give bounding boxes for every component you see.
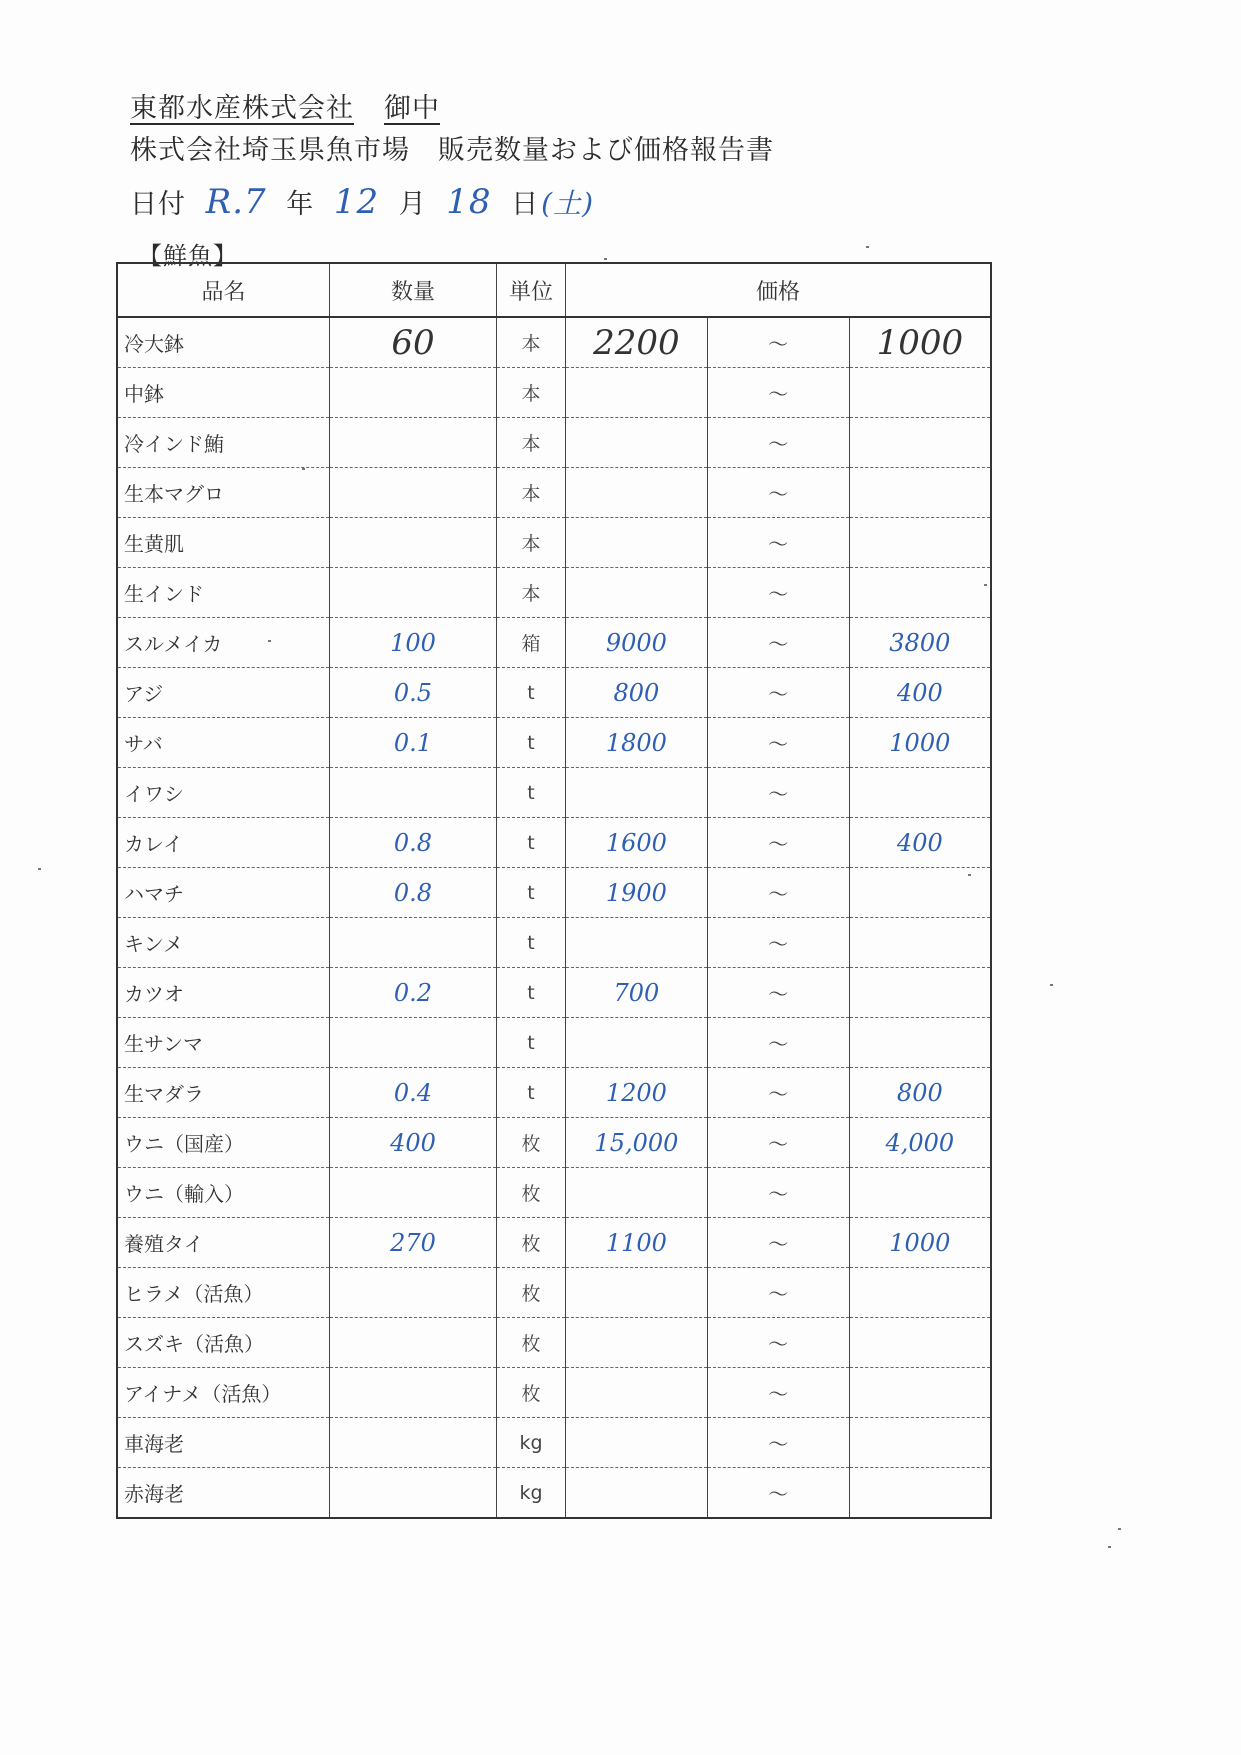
price-high-cell — [849, 368, 991, 418]
price-high-cell — [849, 1418, 991, 1468]
quantity-cell — [330, 1118, 497, 1168]
item-name-cell: スルメイカ — [117, 618, 330, 668]
date-era-year: R.7 — [205, 182, 267, 222]
table-row — [117, 468, 991, 518]
sales-report-table — [116, 262, 992, 1519]
handwritten-value: 1000 — [889, 728, 951, 757]
handwritten-value: 800 — [896, 1078, 943, 1107]
range-mark-cell: ～ — [707, 768, 849, 818]
header-unit: 単位 — [497, 263, 566, 317]
item-name-cell: 車海老 — [117, 1418, 330, 1468]
item-name-cell: ヒラメ（活魚） — [117, 1268, 330, 1318]
scan-speck — [302, 468, 305, 470]
item-name-cell: サバ — [117, 718, 330, 768]
price-low-cell — [566, 1368, 708, 1418]
addressee-company: 東都水産株式会社 — [130, 93, 354, 124]
item-name-cell: キンメ — [117, 918, 330, 968]
price-high-cell — [849, 1318, 991, 1368]
scan-speck — [1050, 984, 1053, 986]
quantity-cell — [330, 768, 497, 818]
price-high-cell — [849, 1468, 991, 1519]
unit-cell: 枚 — [497, 1318, 566, 1368]
date-day: 18 — [446, 182, 492, 222]
price-low-cell — [566, 1168, 708, 1218]
range-mark-cell: ～ — [707, 918, 849, 968]
price-low-cell — [566, 368, 708, 418]
date-label: 日付 — [130, 189, 186, 220]
quantity-cell — [330, 1368, 497, 1418]
unit-cell: 枚 — [497, 1268, 566, 1318]
range-mark-cell: ～ — [707, 1318, 849, 1368]
unit-cell: 本 — [497, 468, 566, 518]
handwritten-value: 0.1 — [393, 728, 433, 757]
quantity-cell — [330, 868, 497, 918]
price-high-cell — [849, 1368, 991, 1418]
price-high-cell — [849, 1018, 991, 1068]
scan-speck — [984, 584, 987, 586]
price-high-cell — [849, 1068, 991, 1118]
item-name-cell: 養殖タイ — [117, 1218, 330, 1268]
price-high-cell — [849, 968, 991, 1018]
handwritten-value: 270 — [390, 1228, 436, 1257]
table-row — [117, 768, 991, 818]
item-name-cell: アイナメ（活魚） — [117, 1368, 330, 1418]
range-mark-cell: ～ — [707, 718, 849, 768]
quantity-cell — [330, 317, 497, 368]
handwritten-value: 2200 — [593, 322, 680, 363]
range-mark-cell: ～ — [707, 418, 849, 468]
quantity-cell — [330, 1418, 497, 1468]
handwritten-value: 4,000 — [885, 1128, 955, 1157]
item-name-cell: アジ — [117, 668, 330, 718]
price-low-cell — [566, 1118, 708, 1168]
handwritten-value: 15,000 — [594, 1128, 679, 1157]
range-mark-cell: ～ — [707, 1218, 849, 1268]
price-low-cell — [566, 317, 708, 368]
unit-cell: t — [497, 768, 566, 818]
unit-cell: 枚 — [497, 1368, 566, 1418]
range-mark-cell: ～ — [707, 618, 849, 668]
range-mark-cell: ～ — [707, 568, 849, 618]
price-high-cell — [849, 518, 991, 568]
price-high-cell — [849, 1218, 991, 1268]
range-mark-cell: ～ — [707, 1368, 849, 1418]
handwritten-value: 1100 — [605, 1228, 667, 1257]
item-name-cell: 生黄肌 — [117, 518, 330, 568]
item-name-cell: 中鉢 — [117, 368, 330, 418]
unit-cell: t — [497, 1018, 566, 1068]
table-row — [117, 418, 991, 468]
table-row — [117, 317, 991, 368]
item-name-cell: 冷大鉢 — [117, 317, 330, 368]
table-row — [117, 1418, 991, 1468]
header-item-name: 品名 — [117, 263, 330, 317]
item-name-cell: ウニ（輸入） — [117, 1168, 330, 1218]
item-name-cell: 生インド — [117, 568, 330, 618]
unit-cell: t — [497, 818, 566, 868]
table-row — [117, 618, 991, 668]
price-low-cell — [566, 568, 708, 618]
price-low-cell — [566, 818, 708, 868]
handwritten-value: 400 — [896, 678, 943, 707]
date-row — [130, 182, 604, 222]
handwritten-value: 800 — [613, 678, 660, 707]
handwritten-value: 1000 — [889, 1228, 951, 1257]
price-high-cell — [849, 1168, 991, 1218]
quantity-cell — [330, 1018, 497, 1068]
table-header-row — [117, 263, 991, 317]
quantity-cell — [330, 968, 497, 1018]
range-mark-cell: ～ — [707, 968, 849, 1018]
range-mark-cell: ～ — [707, 868, 849, 918]
handwritten-value: 400 — [390, 1128, 436, 1157]
quantity-cell — [330, 818, 497, 868]
handwritten-value: 700 — [613, 978, 660, 1007]
scan-speck — [1108, 1546, 1111, 1548]
unit-cell: t — [497, 968, 566, 1018]
scan-speck — [968, 874, 971, 876]
range-mark-cell: ～ — [707, 1268, 849, 1318]
header-price: 価格 — [566, 263, 992, 317]
handwritten-value: 400 — [896, 828, 943, 857]
price-low-cell — [566, 1418, 708, 1468]
item-name-cell: 生サンマ — [117, 1018, 330, 1068]
table-row — [117, 1218, 991, 1268]
table-row — [117, 868, 991, 918]
range-mark-cell: ～ — [707, 1018, 849, 1068]
table-row — [117, 1118, 991, 1168]
table-row — [117, 968, 991, 1018]
quantity-cell — [330, 468, 497, 518]
handwritten-value: 1600 — [605, 828, 667, 857]
quantity-cell — [330, 418, 497, 468]
table-row — [117, 1018, 991, 1068]
handwritten-value: 0.2 — [393, 978, 433, 1007]
range-mark-cell: ～ — [707, 818, 849, 868]
table-row — [117, 718, 991, 768]
quantity-cell — [330, 368, 497, 418]
range-mark-cell: ～ — [707, 1468, 849, 1519]
addressee-honorific: 御中 — [384, 93, 440, 124]
scan-speck — [38, 868, 41, 870]
quantity-cell — [330, 1318, 497, 1368]
handwritten-value: 9000 — [605, 628, 667, 657]
price-high-cell — [849, 418, 991, 468]
price-high-cell — [849, 918, 991, 968]
quantity-cell — [330, 1218, 497, 1268]
quantity-cell — [330, 618, 497, 668]
price-high-cell — [849, 568, 991, 618]
scan-speck — [866, 246, 869, 248]
date-weekday: (土) — [541, 187, 594, 220]
item-name-cell: ハマチ — [117, 868, 330, 918]
unit-cell: t — [497, 1068, 566, 1118]
scan-speck — [604, 258, 607, 260]
price-low-cell — [566, 518, 708, 568]
unit-cell: 本 — [497, 568, 566, 618]
handwritten-value: 0.4 — [393, 1078, 433, 1107]
range-mark-cell: ～ — [707, 1068, 849, 1118]
quantity-cell — [330, 1468, 497, 1519]
range-mark-cell: ～ — [707, 468, 849, 518]
range-mark-cell: ～ — [707, 368, 849, 418]
unit-cell: 枚 — [497, 1218, 566, 1268]
table-row — [117, 818, 991, 868]
header-quantity: 数量 — [330, 263, 497, 317]
price-high-cell — [849, 1268, 991, 1318]
table-row — [117, 1168, 991, 1218]
unit-cell: 枚 — [497, 1118, 566, 1168]
unit-cell: t — [497, 718, 566, 768]
unit-cell: 本 — [497, 418, 566, 468]
table-row — [117, 568, 991, 618]
price-high-cell — [849, 317, 991, 368]
handwritten-value: 0.8 — [393, 828, 433, 857]
item-name-cell: カツオ — [117, 968, 330, 1018]
item-name-cell: 生本マグロ — [117, 468, 330, 518]
day-label: 日 — [511, 189, 540, 220]
price-high-cell — [849, 818, 991, 868]
table-row — [117, 368, 991, 418]
quantity-cell — [330, 718, 497, 768]
price-low-cell — [566, 768, 708, 818]
report-title: 販売数量および価格報告書 — [438, 135, 774, 166]
item-name-cell: 冷インド鮪 — [117, 418, 330, 468]
unit-cell: 枚 — [497, 1168, 566, 1218]
quantity-cell — [330, 668, 497, 718]
unit-cell: 箱 — [497, 618, 566, 668]
unit-cell: 本 — [497, 317, 566, 368]
price-low-cell — [566, 868, 708, 918]
range-mark-cell: ～ — [707, 518, 849, 568]
range-mark-cell: ～ — [707, 1118, 849, 1168]
price-low-cell — [566, 968, 708, 1018]
handwritten-value: 1800 — [605, 728, 667, 757]
range-mark-cell: ～ — [707, 1418, 849, 1468]
unit-cell: kg — [497, 1468, 566, 1519]
item-name-cell: イワシ — [117, 768, 330, 818]
price-high-cell — [849, 618, 991, 668]
scan-speck — [268, 640, 271, 642]
addressee-line — [130, 86, 440, 125]
price-low-cell — [566, 418, 708, 468]
quantity-cell — [330, 1268, 497, 1318]
item-name-cell: 生マダラ — [117, 1068, 330, 1118]
table-row — [117, 1068, 991, 1118]
range-mark-cell: ～ — [707, 668, 849, 718]
month-label: 月 — [398, 189, 427, 220]
price-low-cell — [566, 1318, 708, 1368]
price-low-cell — [566, 618, 708, 668]
table-row — [117, 1368, 991, 1418]
handwritten-value: 1900 — [605, 878, 667, 907]
table-row — [117, 1468, 991, 1519]
handwritten-value: 1000 — [876, 322, 964, 363]
price-low-cell — [566, 1218, 708, 1268]
price-low-cell — [566, 1268, 708, 1318]
quantity-cell — [330, 518, 497, 568]
handwritten-value: 0.5 — [393, 678, 433, 707]
handwritten-value: 60 — [391, 322, 435, 363]
item-name-cell: カレイ — [117, 818, 330, 868]
year-label: 年 — [286, 189, 315, 220]
price-low-cell — [566, 468, 708, 518]
handwritten-value: 0.8 — [393, 878, 433, 907]
document-title — [130, 128, 774, 167]
scan-speck — [1118, 1528, 1121, 1530]
table-row — [117, 1268, 991, 1318]
range-mark-cell: ～ — [707, 1168, 849, 1218]
handwritten-value: 100 — [390, 628, 436, 657]
price-low-cell — [566, 1068, 708, 1118]
item-name-cell: スズキ（活魚） — [117, 1318, 330, 1368]
item-name-cell: 赤海老 — [117, 1468, 330, 1519]
price-high-cell — [849, 668, 991, 718]
table-row — [117, 1318, 991, 1368]
price-low-cell — [566, 718, 708, 768]
price-low-cell — [566, 668, 708, 718]
price-low-cell — [566, 918, 708, 968]
table-row — [117, 518, 991, 568]
table-row — [117, 918, 991, 968]
handwritten-value: 1200 — [605, 1078, 667, 1107]
table-row — [117, 668, 991, 718]
sender-company: 株式会社埼玉県魚市場 — [130, 135, 410, 166]
item-name-cell: ウニ（国産） — [117, 1118, 330, 1168]
price-low-cell — [566, 1468, 708, 1519]
unit-cell: kg — [497, 1418, 566, 1468]
unit-cell: 本 — [497, 368, 566, 418]
quantity-cell — [330, 568, 497, 618]
unit-cell: t — [497, 668, 566, 718]
price-high-cell — [849, 718, 991, 768]
handwritten-value: 3800 — [889, 628, 951, 657]
quantity-cell — [330, 1068, 497, 1118]
quantity-cell — [330, 918, 497, 968]
price-low-cell — [566, 1018, 708, 1068]
quantity-cell — [330, 1168, 497, 1218]
date-month: 12 — [333, 182, 380, 222]
unit-cell: 本 — [497, 518, 566, 568]
unit-cell: t — [497, 868, 566, 918]
unit-cell: t — [497, 918, 566, 968]
range-mark-cell: ～ — [707, 317, 849, 368]
price-high-cell — [849, 1118, 991, 1168]
price-high-cell — [849, 468, 991, 518]
price-high-cell — [849, 768, 991, 818]
section-title: 【鮮魚】 — [138, 242, 238, 270]
